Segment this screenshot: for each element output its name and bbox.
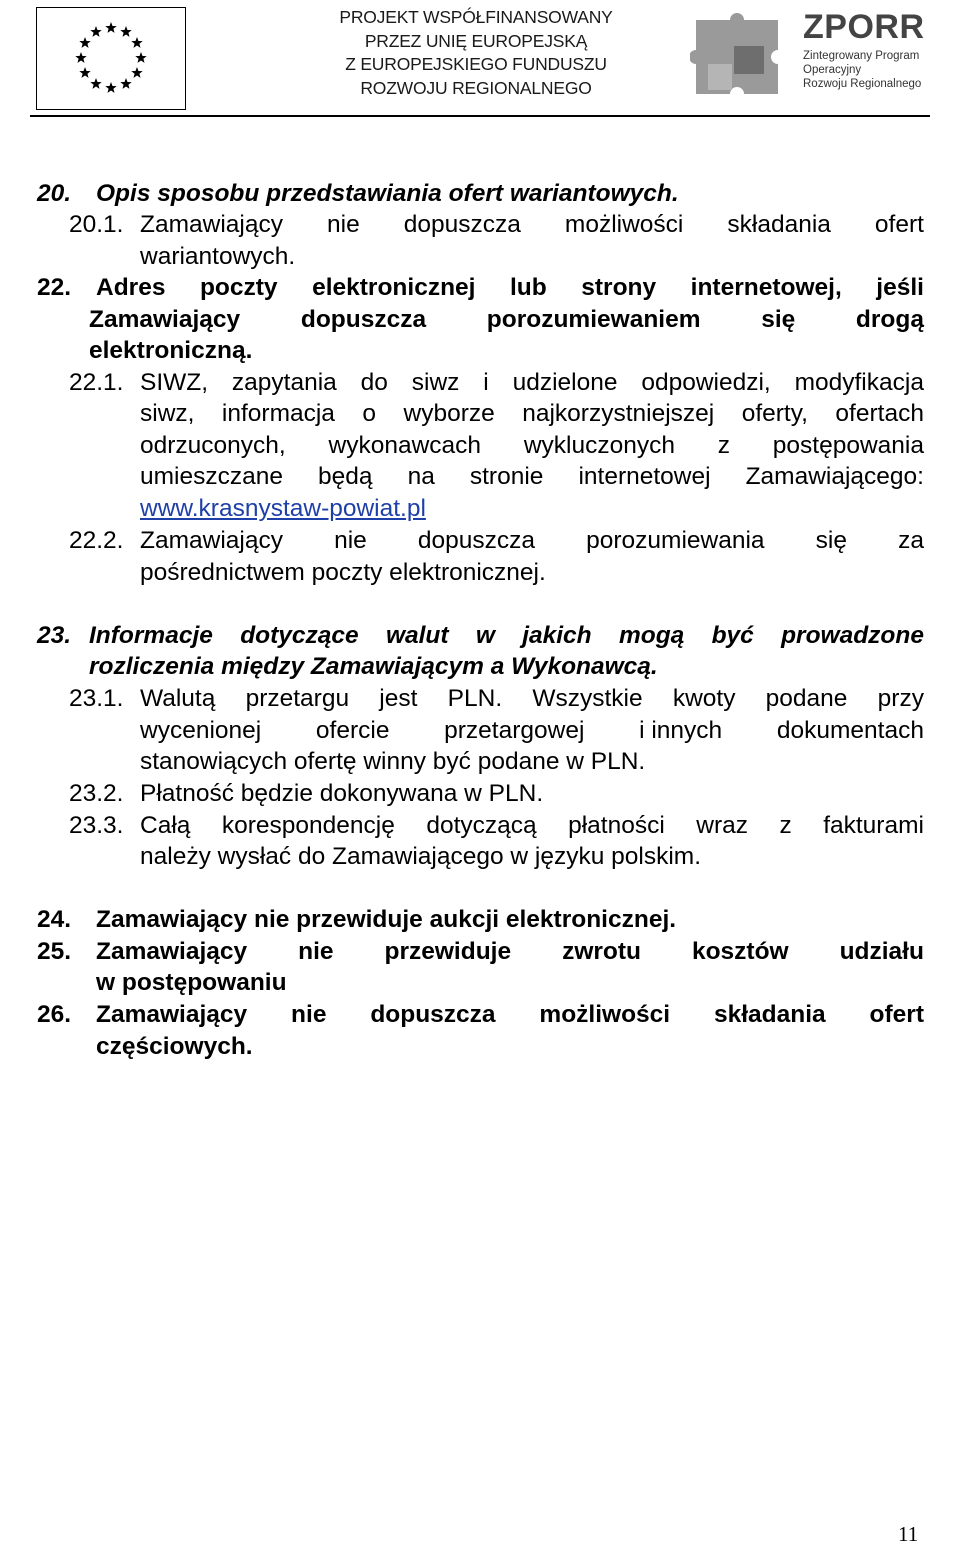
- item-23-1-number: 23.1.: [69, 685, 124, 712]
- item-20-1-number: 20.1.: [69, 211, 124, 238]
- item-23-2-line: Płatność będzie dokonywana w PLN.: [140, 780, 544, 807]
- section-25-title-line: Zamawiający nie przewiduje zwrotu kosztów udziału: [96, 938, 924, 965]
- item-23-2-number: 23.2.: [69, 780, 124, 807]
- item-22-1-line: odrzuconych, wykonawcach wykluczonych z postępowania: [140, 432, 924, 459]
- section-26-number: 26.: [37, 1001, 72, 1028]
- item-22-2-number: 22.2.: [69, 527, 124, 554]
- star-icon: [79, 67, 90, 78]
- star-icon: [105, 82, 116, 93]
- star-icon: [131, 67, 142, 78]
- item-22-1-number: 22.1.: [69, 369, 124, 396]
- section-22-title-line: Zamawiający dopuszcza porozumiewaniem się drogą: [89, 306, 924, 333]
- item-22-1-line: [140, 493, 426, 524]
- item-23-3-number: 23.3.: [69, 812, 124, 839]
- header-divider: [30, 115, 930, 117]
- page-number: 11: [898, 1522, 919, 1546]
- zporr-sub-line: Zintegrowany Program: [803, 50, 920, 62]
- star-icon: [79, 37, 90, 48]
- section-24-title: Zamawiający nie przewiduje aukcji elektronicznej.: [96, 906, 677, 933]
- section-23-number: 23.: [37, 622, 72, 649]
- section-26-title-line: częściowych.: [96, 1033, 253, 1060]
- star-icon: [120, 78, 131, 89]
- item-23-1-line: stanowiących ofertę winny być podane w PLN.: [140, 748, 646, 775]
- project-line: PROJEKT WSPÓŁFINANSOWANY: [339, 7, 613, 27]
- project-cofinancing-text: [296, 6, 656, 100]
- item-22-1-line: umieszczane będą na stronie internetowej Zamawiającego:: [140, 463, 924, 490]
- zporr-sub-line: Operacyjny: [803, 64, 862, 76]
- star-icon: [135, 52, 146, 63]
- item-23-3-line: Całą korespondencję dotyczącą płatności wraz z fakturami: [140, 812, 924, 839]
- section-20-title: Opis sposobu przedstawiania ofert wariantowych.: [96, 180, 679, 207]
- section-20-heading: [37, 178, 71, 209]
- star-icon: [105, 22, 116, 33]
- zporr-title: ZPORR: [803, 8, 925, 46]
- item-23-3-line: należy wysłać do Zamawiającego w języku polskim.: [140, 843, 701, 870]
- eu-stars-icon: [37, 8, 185, 109]
- item-22-1-line: siwz, informacja o wyborze najkorzystniejszej oferty, ofertach: [140, 400, 924, 427]
- section-25-number: 25.: [37, 938, 72, 965]
- section-number: 20.: [37, 180, 72, 207]
- section-22-number: 22.: [37, 274, 72, 301]
- section-25-title-line: w postępowaniu: [96, 969, 287, 996]
- item-22-2-line: pośrednictwem poczty elektronicznej.: [140, 559, 546, 586]
- item-23-1-line: wycenionej ofercie przetargowej i innych dokumentach: [140, 717, 924, 744]
- item-20-1-line: Zamawiający nie dopuszcza możliwości składania ofert: [140, 211, 924, 238]
- powiat-website-link[interactable]: www.krasnystaw-powiat.pl: [140, 495, 426, 522]
- project-line: ROZWOJU REGIONALNEGO: [360, 77, 592, 98]
- section-23-title-line: Informacje dotyczące walut w jakich mogą być prowadzone: [89, 622, 924, 649]
- page-header: [0, 0, 960, 118]
- zporr-subtitle: [803, 49, 921, 91]
- eu-flag-logo: [36, 7, 186, 110]
- star-icon: [120, 26, 131, 37]
- section-24-number: 24.: [37, 906, 72, 933]
- section-26-title-line: Zamawiający nie dopuszcza możliwości składania ofert: [96, 1001, 924, 1028]
- item-22-2-line: Zamawiający nie dopuszcza porozumiewania się za: [140, 527, 924, 554]
- item-23-1-line: Walutą przetargu jest PLN. Wszystkie kwoty podane przy: [140, 685, 924, 712]
- item-22-1-line: SIWZ, zapytania do siwz i udzielone odpowiedzi, modyfikacja: [140, 369, 924, 396]
- zporr-sub-line: Rozwoju Regionalnego: [803, 78, 922, 90]
- star-icon: [90, 78, 101, 89]
- star-icon: [75, 52, 86, 63]
- section-22-title-line: Adres poczty elektronicznej lub strony internetowej, jeśli: [96, 274, 924, 301]
- star-icon: [90, 26, 101, 37]
- section-23-title-line: rozliczenia między Zamawiającym a Wykonawcą.: [89, 653, 658, 680]
- project-line: Z EUROPEJSKIEGO FUNDUSZU: [345, 54, 607, 74]
- project-line: PRZEZ UNIĘ EUROPEJSKĄ: [364, 30, 588, 51]
- star-icon: [131, 37, 142, 48]
- item-20-1-line: wariantowych.: [140, 243, 296, 270]
- section-22-title-line: elektroniczną.: [89, 337, 253, 364]
